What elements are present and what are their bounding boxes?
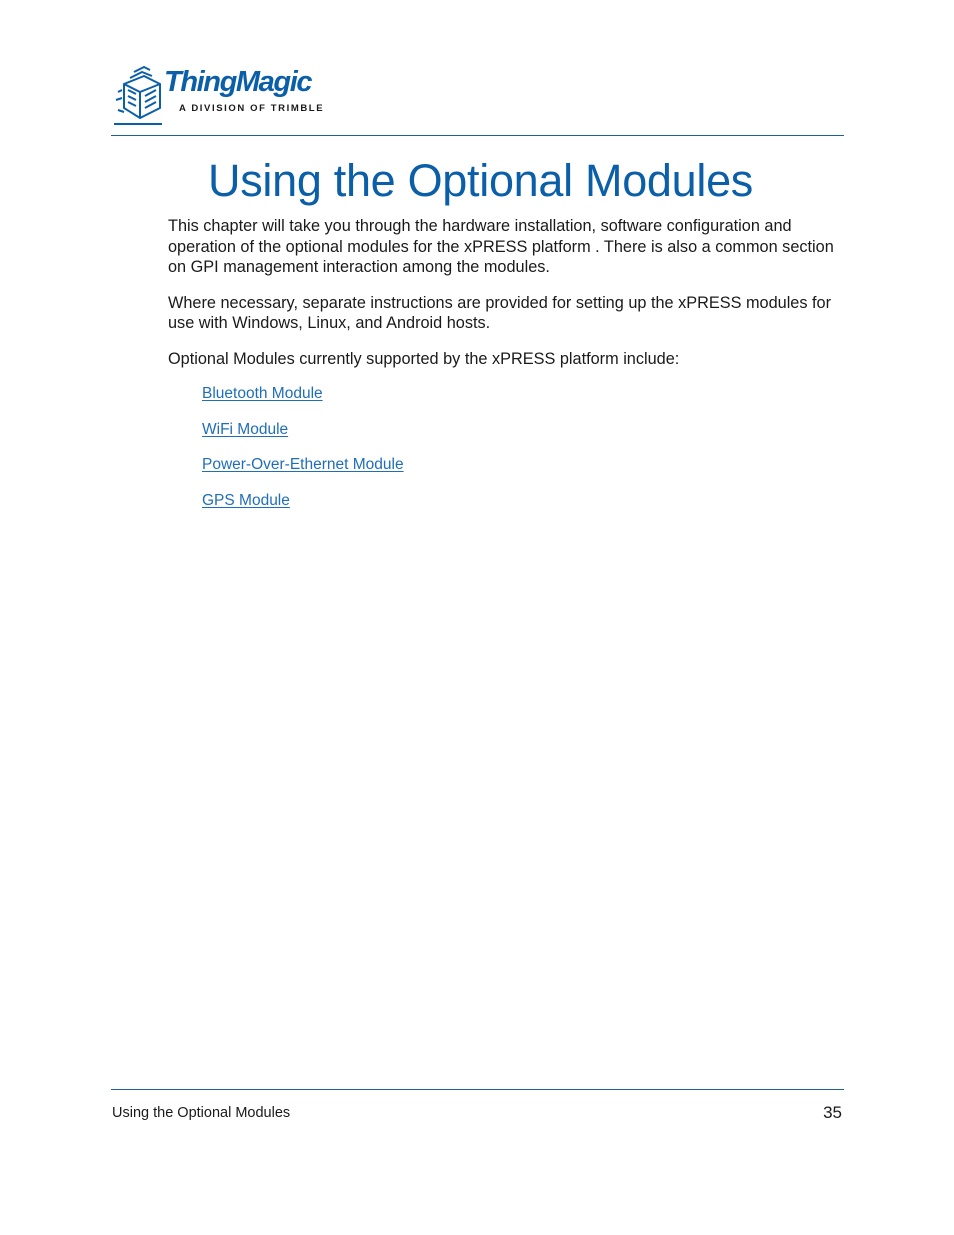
gps-module-link[interactable]: GPS Module [202, 492, 290, 510]
footer-divider [111, 1089, 844, 1090]
thingmagic-cube-icon [114, 62, 166, 126]
wifi-module-link[interactable]: WiFi Module [202, 420, 289, 438]
list-item [202, 420, 844, 456]
list-item [202, 491, 844, 527]
header-divider [111, 135, 844, 136]
poe-module-link[interactable]: Power-Over-Ethernet Module [202, 456, 404, 474]
list-item [202, 455, 844, 491]
platform-paragraph: Where necessary, separate instructions are provided for setting up the xPRESS modules for use with Windows, Linux, and Android hosts. [168, 293, 832, 332]
logo-tagline: A DIVISION OF TRIMBLE [179, 103, 325, 114]
logo-wordmark: ThingMagic [164, 66, 312, 98]
module-link-list [168, 384, 844, 527]
intro-paragraph: This chapter will take you through the hardware installation, software configuration and operation of the optional modules for the xPRESS platform . There is also a common section on GPI management interaction among the modules. [168, 217, 834, 276]
footer-section-title: Using the Optional Modules [112, 1105, 291, 1121]
page-number: 35 [823, 1103, 842, 1122]
supported-modules-paragraph: Optional Modules currently supported by the xPRESS platform include: [168, 349, 680, 368]
list-item [202, 384, 844, 420]
chapter-body [168, 216, 844, 527]
bluetooth-module-link[interactable]: Bluetooth Module [202, 385, 323, 402]
chapter-title: Using the Optional Modules [208, 155, 754, 206]
company-logo [114, 62, 334, 126]
